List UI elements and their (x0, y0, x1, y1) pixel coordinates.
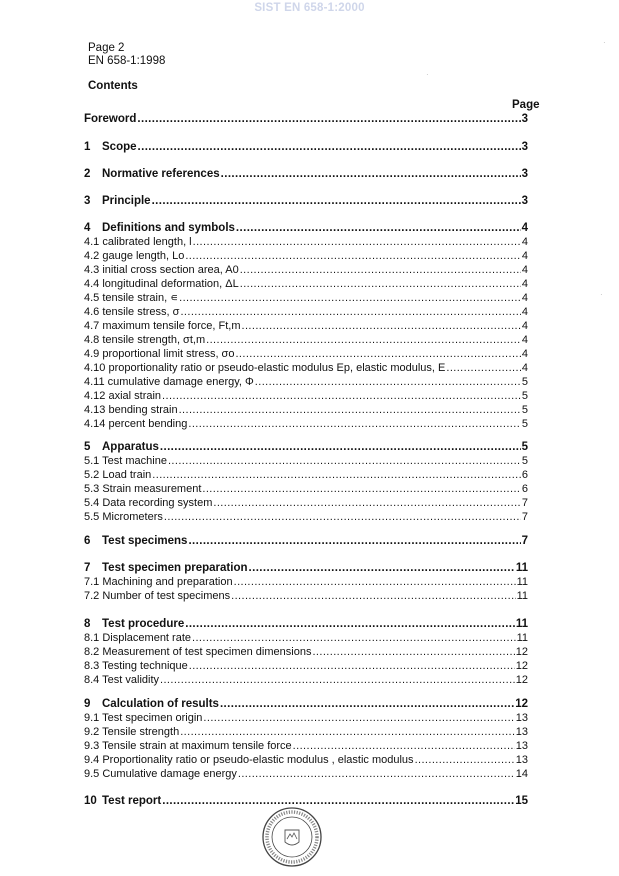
toc-subsection (84, 632, 528, 645)
toc-page: 5 (521, 455, 528, 467)
toc-subsection (84, 306, 528, 319)
toc-title: Test report (102, 795, 162, 807)
toc-leader (446, 362, 521, 375)
toc-subsection (84, 404, 528, 417)
toc-subsection (84, 768, 528, 781)
toc-title: 9.3 Tensile strain at maximum tensile force (84, 740, 292, 752)
toc-page: 4 (521, 334, 528, 346)
toc-leader (185, 250, 521, 263)
toc-page: 4 (521, 236, 528, 248)
toc-page: 12 (515, 674, 528, 686)
toc-page: 5 (521, 376, 528, 388)
toc-number: 8 (84, 618, 91, 630)
toc-label (84, 264, 239, 277)
toc-label (84, 222, 235, 235)
toc-label (84, 535, 187, 548)
toc-label (84, 141, 137, 154)
toc-title: 5.2 Load train (84, 469, 152, 481)
toc-section (84, 195, 528, 208)
toc-leader (236, 222, 521, 235)
toc-title: 8.2 Measurement of test specimen dimensions (84, 646, 312, 658)
toc-subsection (84, 376, 528, 389)
toc-leader (160, 674, 515, 687)
toc-section (84, 141, 528, 154)
toc-title: 7.2 Number of test specimens (84, 590, 231, 602)
toc-section (84, 618, 528, 631)
toc-title: Apparatus (102, 441, 159, 453)
toc-page: 13 (515, 740, 528, 752)
toc-leader (235, 348, 520, 361)
toc-label (84, 576, 233, 589)
toc-number: 2 (84, 168, 91, 180)
toc-page: 13 (515, 712, 528, 724)
toc-page: 5 (521, 441, 528, 453)
toc-subsection (84, 292, 528, 305)
toc-number: 9 (84, 698, 91, 710)
toc-title: Foreword (84, 113, 137, 125)
toc-leader (188, 418, 521, 431)
toc-label (84, 348, 234, 361)
toc-label (84, 562, 248, 575)
toc-subsection (84, 726, 528, 739)
scan-speck: · (603, 38, 606, 47)
toc-subsection (84, 348, 528, 361)
toc-title: 4.11 cumulative damage energy, Φ (84, 376, 254, 388)
toc-page: 4 (521, 306, 528, 318)
toc-leader (180, 726, 515, 739)
toc-section (84, 113, 528, 126)
toc-leader (168, 455, 521, 468)
toc-title: 4.9 proportional limit stress, σo (84, 348, 235, 360)
toc-label (84, 469, 151, 482)
toc-leader (179, 404, 521, 417)
watermark: SIST EN 658-1:2000 (254, 2, 365, 14)
toc-subsection (84, 264, 528, 277)
toc-leader (220, 698, 514, 711)
toc-leader (137, 113, 520, 126)
toc-leader (240, 278, 521, 291)
toc-page: 4 (521, 278, 528, 290)
toc-subsection (84, 674, 528, 687)
toc-page: 6 (521, 469, 528, 481)
toc-number: 6 (84, 535, 91, 547)
toc-leader (192, 632, 516, 645)
toc-subsection (84, 418, 528, 431)
toc-label (84, 497, 212, 510)
toc-title: 5.5 Micrometers (84, 511, 163, 523)
toc-subsection (84, 590, 528, 603)
toc-label (84, 306, 179, 319)
toc-title: 4.6 tensile stress, σ (84, 306, 180, 318)
toc-leader (255, 376, 521, 389)
toc-label (84, 236, 192, 249)
toc-leader (221, 168, 521, 181)
toc-title: 8.4 Test validity (84, 674, 160, 686)
toc-title: 4.1 calibrated length, l (84, 236, 192, 248)
toc-title: Scope (102, 141, 137, 153)
toc-leader (193, 236, 521, 249)
toc-section (84, 535, 528, 548)
toc-page: 4 (521, 222, 528, 234)
contents-title: Contents (88, 80, 138, 92)
toc-page: 3 (521, 195, 528, 207)
toc-subsection (84, 497, 528, 510)
toc-title: Normative references (102, 168, 220, 180)
toc-leader (162, 390, 521, 403)
toc-title: 4.2 gauge length, Lo (84, 250, 185, 262)
scan-speck: · (426, 70, 429, 79)
toc-page: 5 (521, 404, 528, 416)
toc-page: 3 (521, 168, 528, 180)
toc-leader (138, 141, 521, 154)
toc-page: 6 (521, 483, 528, 495)
toc-label (84, 168, 220, 181)
toc-page: 3 (521, 113, 528, 125)
toc-label (84, 483, 201, 496)
toc-title: 4.10 proportionality ratio or pseudo-elastic modulus Ep, elastic modulus, E (84, 362, 446, 374)
toc-title: Test specimen preparation (102, 562, 248, 574)
toc-page: 4 (521, 362, 528, 374)
toc-title: Calculation of results (102, 698, 219, 710)
toc-title: 4.13 bending strain (84, 404, 178, 416)
toc-subsection (84, 278, 528, 291)
toc-title: 4.3 initial cross section area, A0 (84, 264, 239, 276)
toc-subsection (84, 740, 528, 753)
toc-number: 4 (84, 222, 91, 234)
toc-page: 11 (515, 562, 528, 574)
toc-label (84, 740, 292, 753)
toc-leader (180, 306, 520, 319)
toc-number: 1 (84, 141, 91, 153)
toc-leader (213, 497, 520, 510)
toc-title: 9.2 Tensile strength (84, 726, 180, 738)
toc-label (84, 390, 161, 403)
toc-label (84, 511, 163, 524)
scan-speck: · (600, 290, 603, 299)
toc-title: Definitions and symbols (102, 222, 235, 234)
toc-page: 5 (521, 390, 528, 402)
toc-subsection (84, 754, 528, 767)
toc-page: 4 (521, 292, 528, 304)
standard-id: EN 658-1:1998 (88, 55, 166, 67)
toc-page: 7 (521, 511, 528, 523)
institute-seal (261, 806, 323, 868)
toc-leader (231, 590, 515, 603)
toc-leader (206, 334, 521, 347)
toc-title: 4.14 percent bending (84, 418, 188, 430)
toc-label (84, 754, 414, 767)
toc-title: 9.4 Proportionality ratio or pseudo-elastic modulus , elastic modulus (84, 754, 414, 766)
toc-subsection (84, 390, 528, 403)
toc-leader (202, 483, 520, 496)
toc-page: 12 (515, 698, 528, 710)
toc-title: 4.7 maximum tensile force, Ft,m (84, 320, 241, 332)
toc-leader (189, 660, 515, 673)
toc-leader (164, 511, 521, 524)
toc-label (84, 674, 159, 687)
toc-leader (185, 618, 515, 631)
toc-title: 5.1 Test machine (84, 455, 167, 467)
toc-label (84, 195, 151, 208)
toc-label (84, 250, 184, 263)
toc-page: 7 (521, 535, 528, 547)
toc-page: 4 (521, 320, 528, 332)
toc-label (84, 660, 188, 673)
toc-label (84, 113, 136, 126)
toc-leader (312, 646, 514, 659)
toc-label (84, 334, 205, 347)
toc-label (84, 404, 178, 417)
toc-page: 13 (515, 726, 528, 738)
toc-page: 4 (521, 348, 528, 360)
toc-leader (152, 195, 521, 208)
toc-label (84, 278, 239, 291)
toc-title: 5.3 Strain measurement (84, 483, 202, 495)
toc-page: 12 (515, 660, 528, 672)
toc-title: 7.1 Machining and preparation (84, 576, 233, 588)
toc-page: 11 (516, 632, 528, 644)
toc-label (84, 698, 219, 711)
toc-subsection (84, 469, 528, 482)
toc-subsection (84, 576, 528, 589)
toc-page: 13 (515, 754, 528, 766)
toc-leader (249, 562, 515, 575)
toc-subsection (84, 511, 528, 524)
toc-title: 8.1 Displacement rate (84, 632, 191, 644)
toc-label (84, 418, 187, 431)
toc-label (84, 632, 191, 645)
toc-title: 5.4 Data recording system (84, 497, 213, 509)
page-column-label: Page (512, 99, 540, 111)
toc-title: 8.3 Testing technique (84, 660, 188, 672)
toc-label (84, 590, 230, 603)
toc-subsection (84, 646, 528, 659)
toc-title: 4.5 tensile strain, ∊ (84, 292, 179, 304)
toc-number: 10 (84, 795, 97, 807)
page-number: Page 2 (88, 42, 125, 54)
toc-leader (179, 292, 521, 305)
toc-label (84, 455, 167, 468)
toc-title: Test procedure (102, 618, 185, 630)
toc-label (84, 292, 178, 305)
toc-leader (415, 754, 515, 767)
toc-label (84, 362, 445, 375)
toc-section (84, 441, 528, 454)
toc-page: 14 (515, 768, 528, 780)
toc-label (84, 712, 202, 725)
toc-label (84, 320, 241, 333)
toc-title: 4.12 axial strain (84, 390, 162, 402)
toc-number: 7 (84, 562, 91, 574)
toc-page: 11 (516, 576, 528, 588)
toc-label (84, 768, 237, 781)
toc-page: 15 (515, 795, 528, 807)
toc-page: 4 (521, 250, 528, 262)
toc-page: 3 (521, 141, 528, 153)
toc-title: 9.1 Test specimen origin (84, 712, 203, 724)
toc-subsection (84, 236, 528, 249)
toc-leader (240, 264, 521, 277)
toc-section (84, 698, 528, 711)
toc-leader (293, 740, 515, 753)
toc-title: Principle (102, 195, 151, 207)
toc-page: 12 (515, 646, 528, 658)
toc-subsection (84, 712, 528, 725)
toc-leader (203, 712, 514, 725)
toc-label (84, 441, 159, 454)
toc-leader (152, 469, 521, 482)
toc-number: 3 (84, 195, 91, 207)
toc-subsection (84, 320, 528, 333)
toc-leader (162, 795, 514, 808)
toc-label (84, 376, 254, 389)
toc-leader (160, 441, 521, 454)
toc-section (84, 562, 528, 575)
toc-subsection (84, 362, 528, 375)
toc-leader (242, 320, 521, 333)
toc-page: 7 (521, 497, 528, 509)
toc-leader (234, 576, 516, 589)
toc-title: 4.8 tensile strength, σt,m (84, 334, 206, 346)
toc-subsection (84, 250, 528, 263)
toc-label (84, 726, 179, 739)
toc-page: 4 (521, 264, 528, 276)
toc-label (84, 618, 184, 631)
toc-subsection (84, 334, 528, 347)
toc-title: 4.4 longitudinal deformation, ΔL (84, 278, 239, 290)
toc-label (84, 646, 311, 659)
toc-section (84, 222, 528, 235)
toc-title: Test specimens (102, 535, 188, 547)
toc-label (84, 795, 161, 808)
toc-leader (238, 768, 515, 781)
toc-subsection (84, 660, 528, 673)
toc-leader (188, 535, 520, 548)
toc-page: 5 (521, 418, 528, 430)
toc-page: 11 (516, 590, 528, 602)
toc-section (84, 168, 528, 181)
toc-number: 5 (84, 441, 91, 453)
toc-subsection (84, 455, 528, 468)
toc-page: 11 (515, 618, 528, 630)
toc-subsection (84, 483, 528, 496)
toc-title: 9.5 Cumulative damage energy (84, 768, 237, 780)
